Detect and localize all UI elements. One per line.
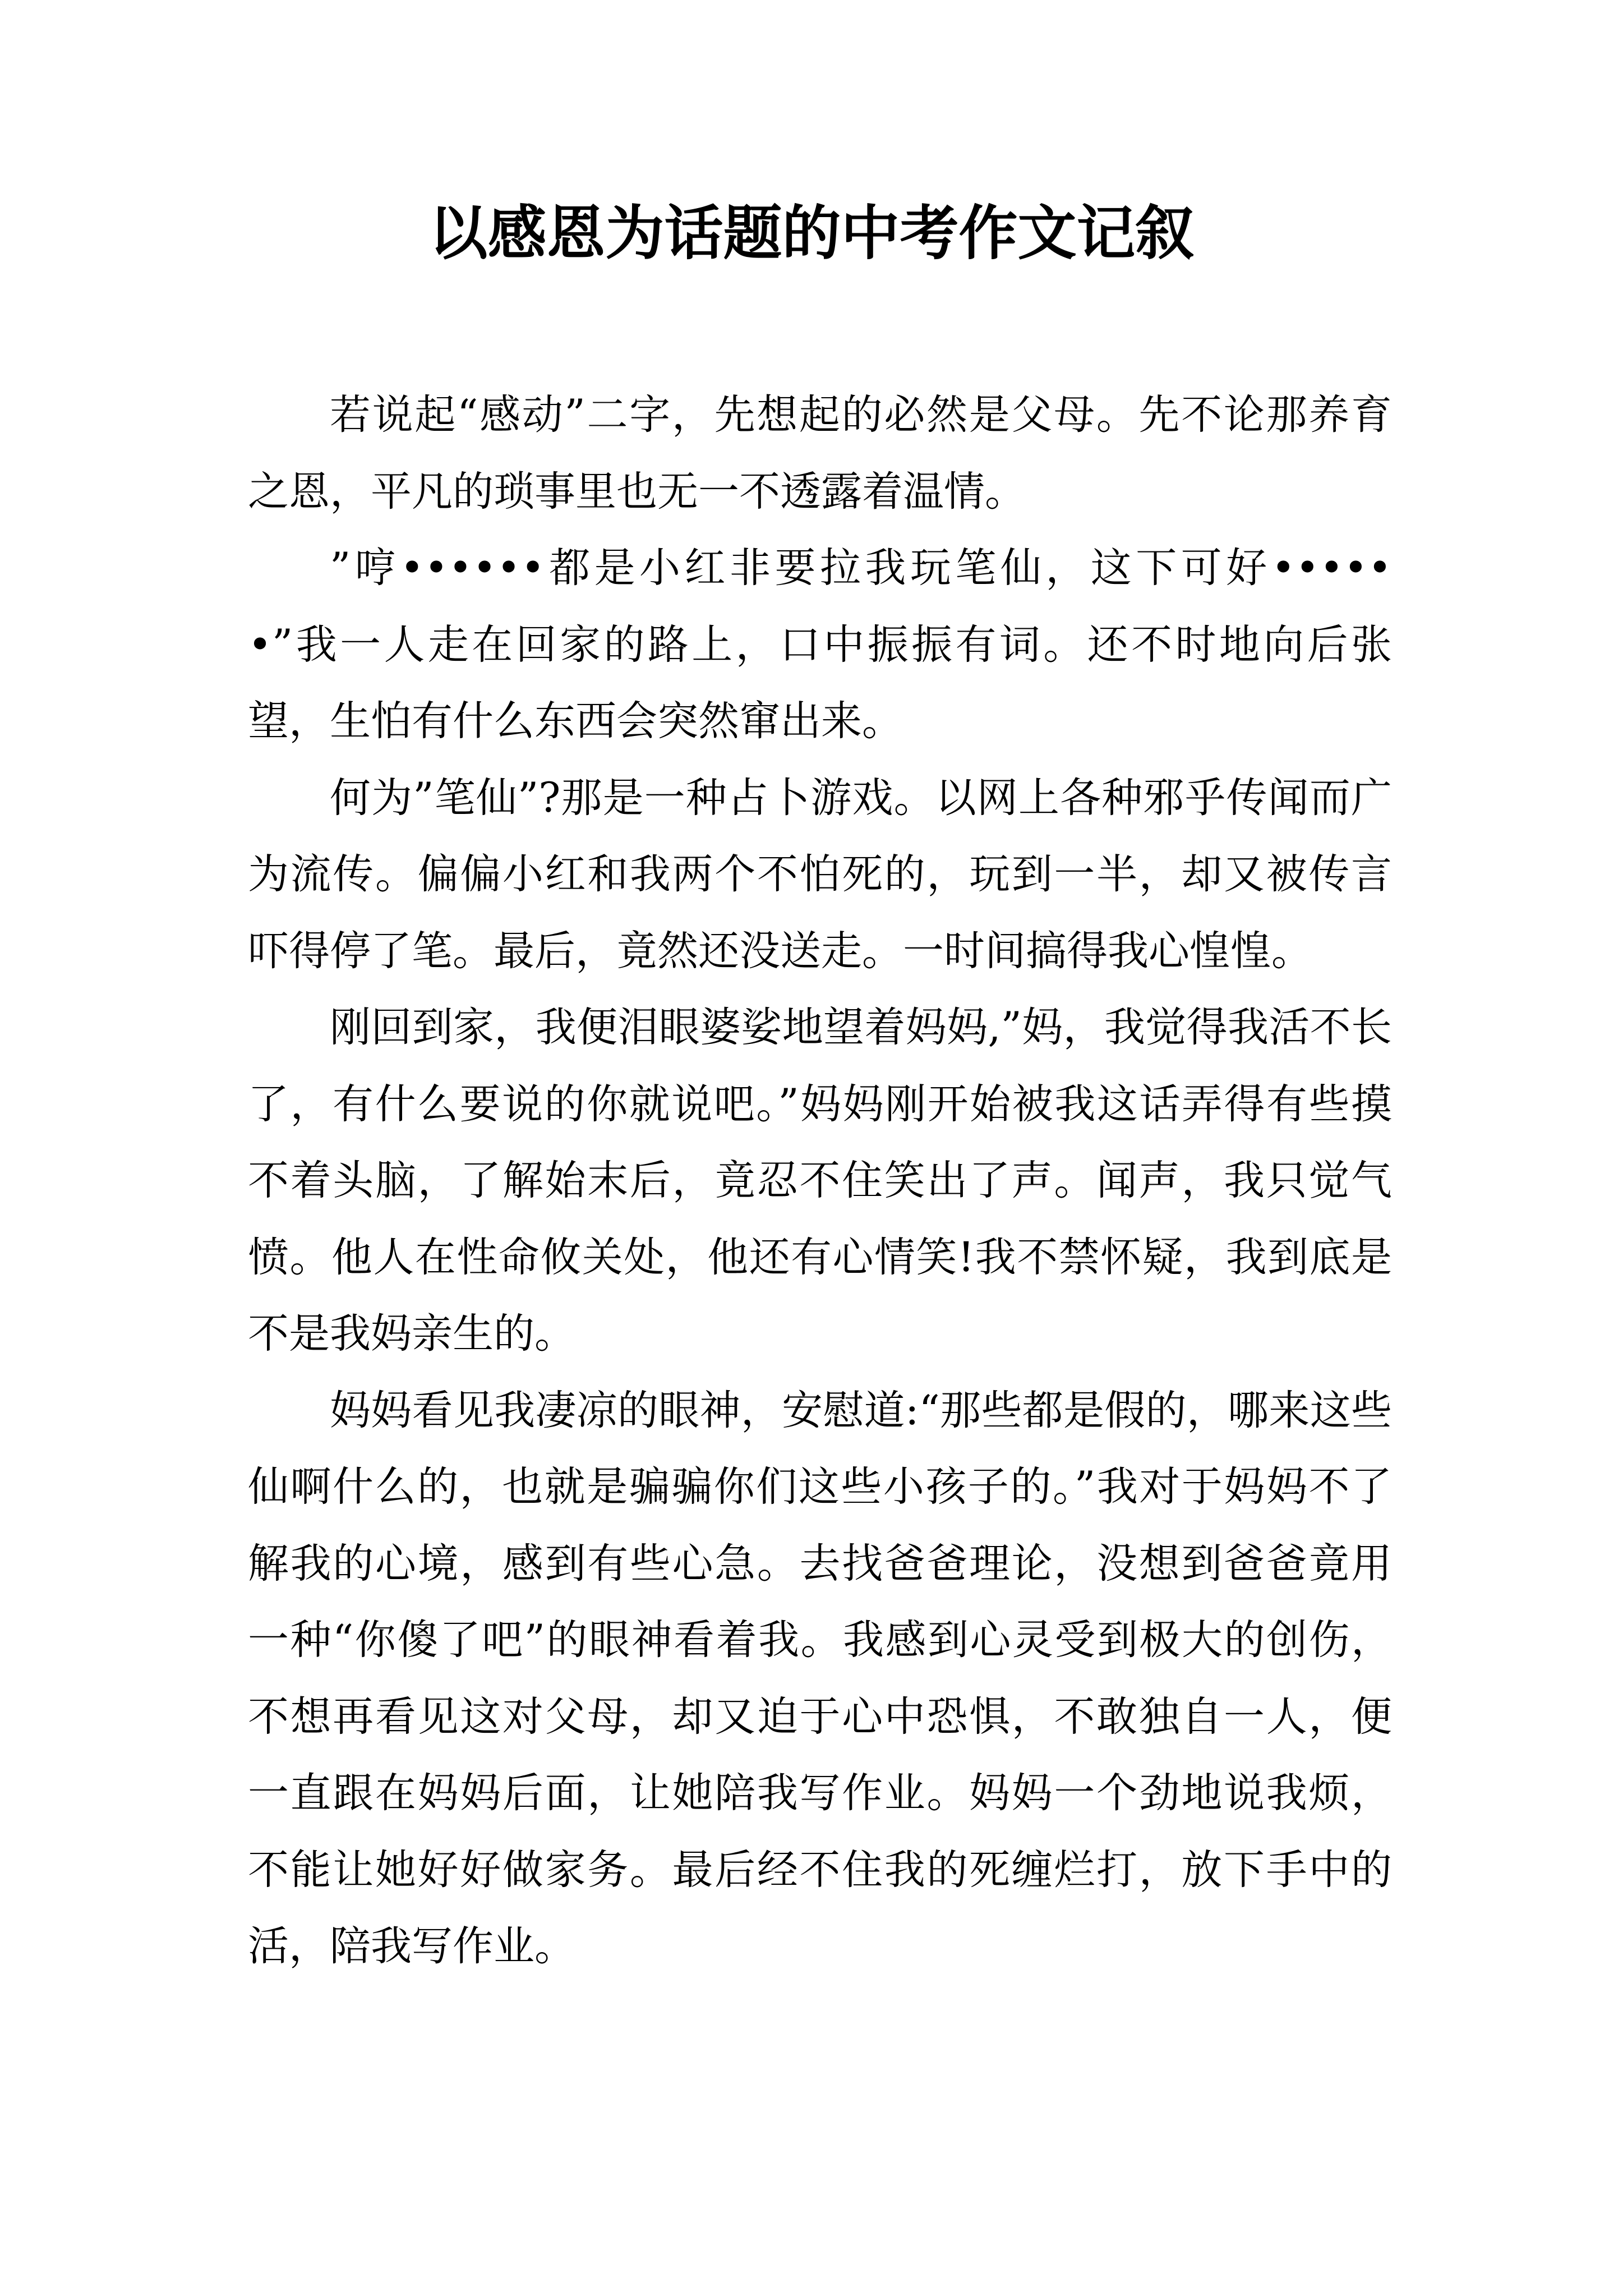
- document-title: 以感恩为话题的中考作文记叙: [428, 198, 1195, 268]
- paragraph-3: 何为”笔仙”?那是一种占卜游戏。以网上各种邪乎传闻而广为流传。偏偏小红和我两个不怕死的，玩到一半，却又被传言吓得停了笔。最后，竟然还没送走。一时间搞得我心惶惶。: [248, 774, 1392, 975]
- paragraph-4: 刚回到家，我便泪眼婆娑地望着妈妈,”妈，我觉得我活不长了，有什么要说的你就说吧。”妈妈刚开始被我这话弄得有些摸不着头脑，了解始末后，竟忍不住笑出了声。闻声，我只觉气愤。他人在性命攸关处，他还有心情笑!我不禁怀疑，我到底是不是我妈亲生的。: [248, 1004, 1392, 1358]
- document-body: [248, 377, 1392, 1985]
- paragraph-1: 若说起“感动”二字，先想起的必然是父母。先不论那养育之恩，平凡的琐事里也无一不透露着温情。: [248, 391, 1392, 516]
- paragraph-5: 妈妈看见我凄凉的眼神，安慰道:“那些都是假的，哪来这些仙啊什么的，也就是骗骗你们这些小孩子的。”我对于妈妈不了解我的心境，感到有些心急。去找爸爸理论，没想到爸爸竟用一种“你傻了吧”的眼神看着我。我感到心灵受到极大的创伤，不想再看见这对父母，却又迫于心中恐惧，不敢独自一人，便一直跟在妈妈后面，让她陪我写作业。妈妈一个劲地说我烦，不能让她好好做家务。最后经不住我的死缠烂打，放下手中的活，陪我写作业。: [248, 1386, 1392, 1970]
- paragraph-2: ”哼••••••都是小红非要拉我玩笔仙，这下可好••••••”我一人走在回家的路上，口中振振有词。还不时地向后张望，生怕有什么东西会突然窜出来。: [248, 544, 1392, 745]
